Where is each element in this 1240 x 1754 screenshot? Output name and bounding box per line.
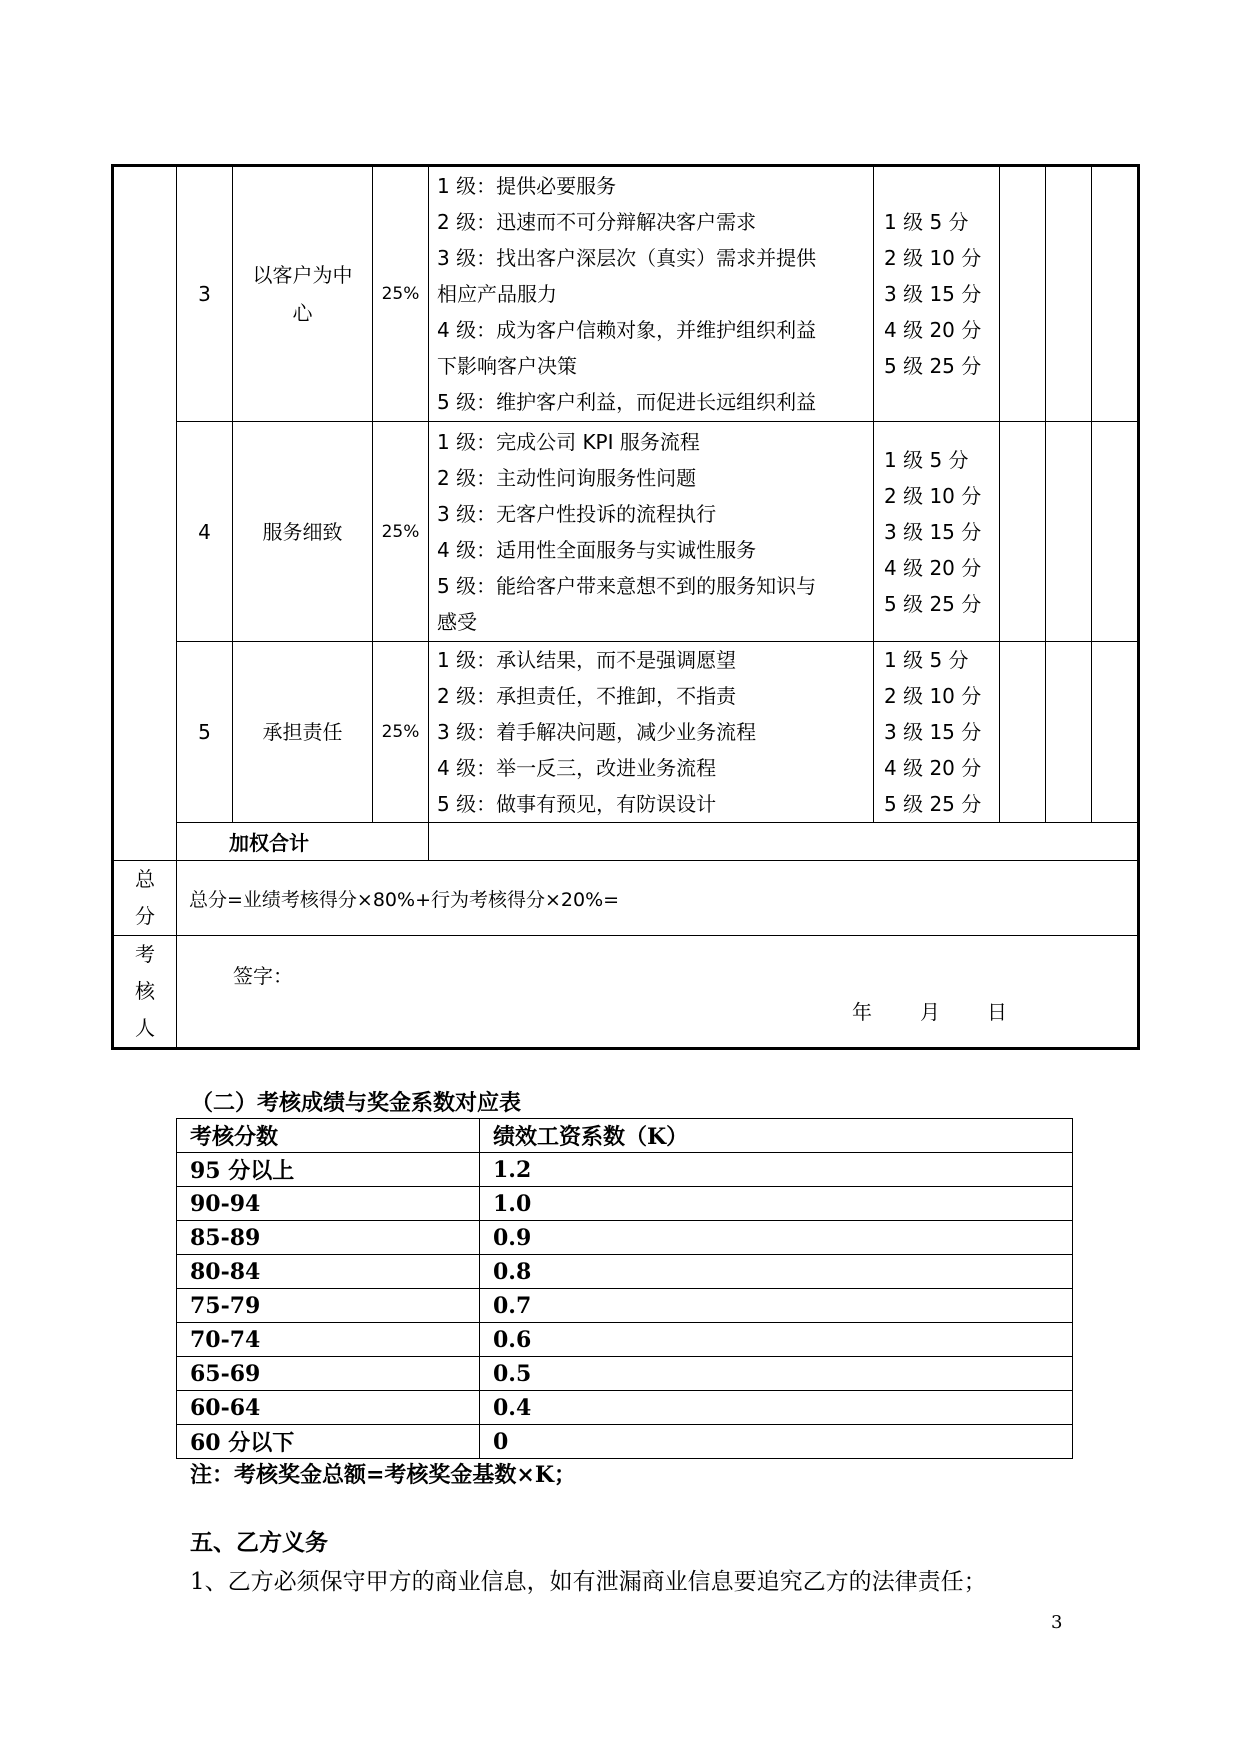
level-line: 3 级：无客户性投诉的流程执行	[437, 501, 717, 526]
score-input-cell[interactable]	[1046, 422, 1092, 642]
level-line: 4 级：举一反三，改进业务流程	[437, 756, 717, 780]
item-name: 承担责任	[233, 642, 373, 823]
item-weight: 25%	[373, 166, 429, 422]
score-line: 2 级 10 分	[884, 483, 982, 508]
score-line: 4 级 20 分	[884, 318, 982, 342]
score-input-cell[interactable]	[1046, 642, 1092, 823]
coefficient-cell: 0	[480, 1425, 1073, 1459]
level-scores	[874, 642, 1000, 823]
score-input-cell[interactable]	[1000, 166, 1046, 422]
coefficient-cell: 0.7	[480, 1289, 1073, 1323]
score-range-cell: 70-74	[177, 1323, 480, 1357]
level-descriptions	[429, 422, 874, 642]
score-range-cell: 75-79	[177, 1289, 480, 1323]
score-line: 1 级 5 分	[884, 210, 969, 234]
coefficient-cell: 0.5	[480, 1357, 1073, 1391]
table-row	[177, 1187, 1073, 1221]
score-line: 2 级 10 分	[884, 246, 982, 270]
level-line: 2 级：承担责任，不推卸，不指责	[437, 684, 737, 708]
assessor-row	[113, 936, 1139, 1049]
weighted-total-row	[113, 823, 1139, 861]
table-row	[177, 1255, 1073, 1289]
table-row	[177, 1323, 1073, 1357]
item-number: 5	[177, 642, 233, 823]
category-cell	[113, 166, 177, 861]
total-score-row	[113, 861, 1139, 936]
table-row	[177, 1153, 1073, 1187]
table-row	[113, 166, 1139, 422]
coefficient-cell: 1.0	[480, 1187, 1073, 1221]
score-range-cell: 60-64	[177, 1391, 480, 1425]
table-row	[177, 1425, 1073, 1459]
level-line: 下影响客户决策	[437, 354, 577, 378]
score-range-cell: 60 分以下	[177, 1425, 480, 1459]
signature-label: 签字：	[233, 964, 293, 988]
score-line: 1 级 5 分	[884, 447, 969, 472]
bonus-note: 注：考核奖金总额=考核奖金基数×K；	[190, 1462, 576, 1488]
level-line: 4 级：成为客户信赖对象，并维护组织利益	[437, 318, 817, 342]
item-name: 以客户为中 心	[233, 166, 373, 422]
score-input-cell[interactable]	[1092, 422, 1139, 642]
level-line: 2 级：主动性问询服务性问题	[437, 465, 697, 490]
level-line: 4 级：适用性全面服务与实诚性服务	[437, 537, 757, 562]
date-day-label: 日	[987, 1000, 1007, 1024]
coefficient-cell: 1.2	[480, 1153, 1073, 1187]
level-line: 感受	[437, 609, 477, 634]
score-input-cell[interactable]	[1046, 166, 1092, 422]
score-input-cell[interactable]	[1092, 642, 1139, 823]
score-line: 5 级 25 分	[884, 354, 982, 378]
score-line: 1 级 5 分	[884, 648, 969, 672]
score-range-cell: 65-69	[177, 1357, 480, 1391]
score-line: 4 级 20 分	[884, 555, 982, 580]
score-input-cell[interactable]	[1000, 422, 1046, 642]
score-range-cell: 85-89	[177, 1221, 480, 1255]
score-coefficient-table	[176, 1118, 1073, 1459]
score-line: 2 级 10 分	[884, 684, 982, 708]
table-row	[113, 422, 1139, 642]
level-line: 5 级：维护客户利益，而促进长远组织利益	[437, 390, 817, 414]
level-line: 2 级：迅速而不可分辩解决客户需求	[437, 210, 757, 234]
score-range-cell: 95 分以上	[177, 1153, 480, 1187]
score-line: 4 级 20 分	[884, 756, 982, 780]
level-line: 3 级：着手解决问题，减少业务流程	[437, 720, 757, 744]
weighted-total-value[interactable]	[429, 823, 1139, 861]
level-line: 相应产品服力	[437, 282, 557, 306]
table-header-row	[177, 1119, 1073, 1153]
score-input-cell[interactable]	[1000, 642, 1046, 823]
assessor-label: 考 核 人	[113, 936, 177, 1049]
item-number: 3	[177, 166, 233, 422]
weighted-total-label: 加权合计	[177, 823, 429, 861]
section-title: （二）考核成绩与奖金系数对应表	[191, 1090, 522, 1116]
table-row	[177, 1221, 1073, 1255]
level-line: 5 级：做事有预见，有防误设计	[437, 792, 717, 816]
obligation-item: 1、乙方必须保守甲方的商业信息，如有泄漏商业信息要追究乙方的法律责任；	[190, 1569, 987, 1595]
level-scores	[874, 166, 1000, 422]
level-scores	[874, 422, 1000, 642]
table-row	[113, 642, 1139, 823]
coefficient-cell: 0.4	[480, 1391, 1073, 1425]
score-line: 3 级 15 分	[884, 282, 982, 306]
coefficient-cell: 0.6	[480, 1323, 1073, 1357]
column-header: 考核分数	[177, 1119, 480, 1153]
level-line: 3 级：找出客户深层次（真实）需求并提供	[437, 246, 817, 270]
total-score-formula: 总分=业绩考核得分×80%+行为考核得分×20%=	[177, 861, 1139, 936]
score-line: 5 级 25 分	[884, 792, 982, 816]
date-year-label: 年	[852, 1000, 872, 1024]
column-header: 绩效工资系数（K）	[480, 1119, 1073, 1153]
level-line: 1 级：承认结果，而不是强调愿望	[437, 648, 737, 672]
signature-cell[interactable]	[177, 936, 1139, 1049]
score-range-cell: 90-94	[177, 1187, 480, 1221]
table-row	[177, 1391, 1073, 1425]
score-line: 5 级 25 分	[884, 591, 982, 616]
level-descriptions	[429, 642, 874, 823]
level-line: 1 级：完成公司 KPI 服务流程	[437, 429, 700, 454]
page-number: 3	[1051, 1612, 1063, 1633]
score-input-cell[interactable]	[1092, 166, 1139, 422]
item-weight: 25%	[373, 422, 429, 642]
behavior-assessment-table	[111, 164, 1140, 1050]
item-name: 服务细致	[233, 422, 373, 642]
score-line: 3 级 15 分	[884, 720, 982, 744]
coefficient-cell: 0.8	[480, 1255, 1073, 1289]
level-descriptions	[429, 166, 874, 422]
date-month-label: 月	[920, 1000, 940, 1024]
table-row	[177, 1289, 1073, 1323]
table-row	[177, 1357, 1073, 1391]
section-title: 五、乙方义务	[190, 1529, 328, 1556]
coefficient-cell: 0.9	[480, 1221, 1073, 1255]
level-line: 5 级：能给客户带来意想不到的服务知识与	[437, 573, 817, 598]
item-weight: 25%	[373, 642, 429, 823]
level-line: 1 级：提供必要服务	[437, 174, 617, 198]
item-number: 4	[177, 422, 233, 642]
score-line: 3 级 15 分	[884, 519, 982, 544]
score-range-cell: 80-84	[177, 1255, 480, 1289]
total-score-label: 总 分	[113, 861, 177, 936]
